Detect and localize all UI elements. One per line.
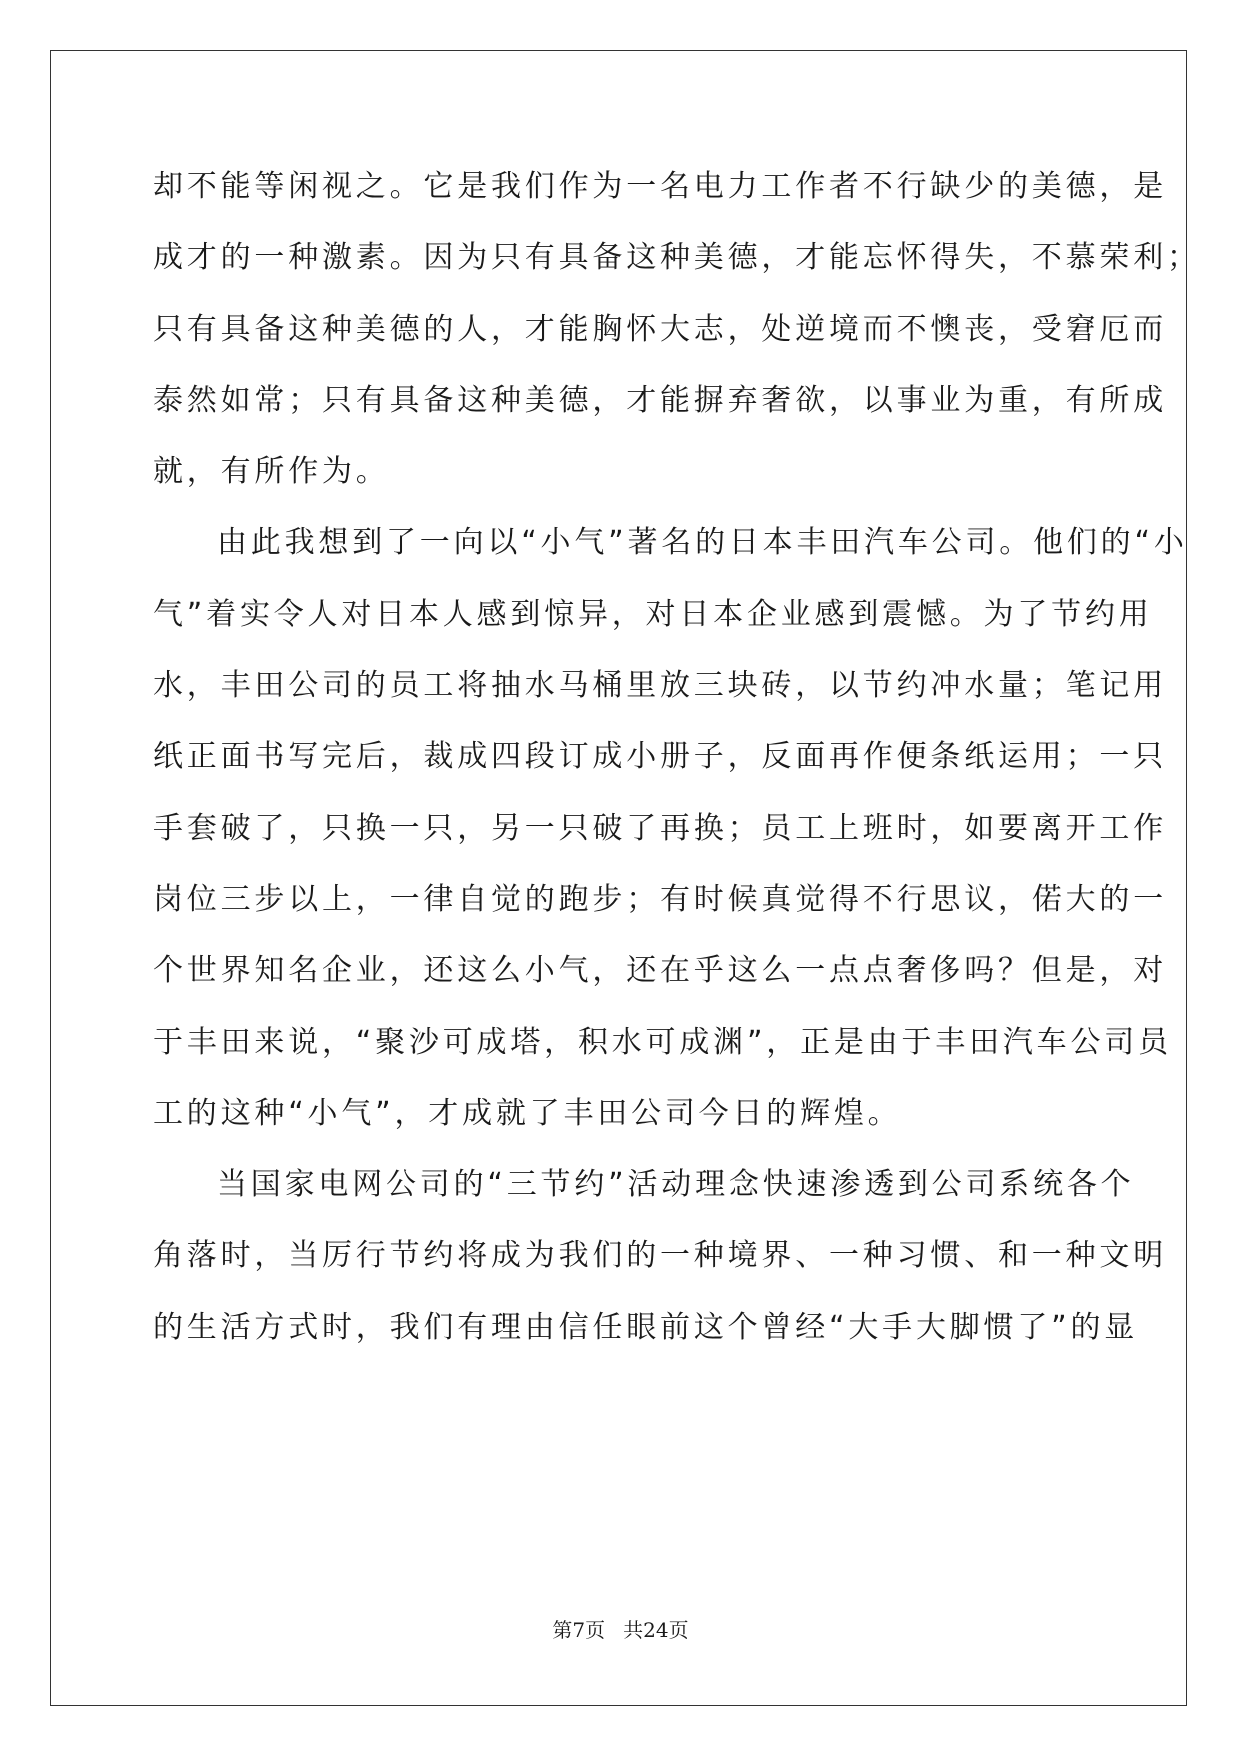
- text-line: 工的这种“小气”，才成就了丰田公司今日的辉煌。: [153, 1095, 902, 1131]
- page-footer: [0, 1617, 1241, 1643]
- text-line: 于丰田来说，“聚沙可成塔，积水可成渊”，正是由于丰田汽车公司员: [153, 1024, 1172, 1060]
- text-line: 却不能等闲视之。它是我们作为一名电力工作者不行缺少的美德，是: [153, 169, 1167, 204]
- text-line: 气”着实令人对日本人感到惊异，对日本企业感到震憾。为了节约用: [153, 596, 1153, 632]
- text-line: 成才的一种激素。因为只有具备这种美德，才能忘怀得失，不慕荣利；: [153, 240, 1201, 276]
- text-line: 个世界知名企业，还这么小气，还在乎这么一点点奢侈吗？但是，对: [153, 953, 1167, 989]
- page-number: 第7页: [552, 1618, 606, 1642]
- text-line: 泰然如常；只有具备这种美德，才能摒弃奢欲，以事业为重，有所成: [153, 382, 1167, 418]
- text-line: 纸正面书写完后，裁成四段订成小册子，反面再作便条纸运用；一只: [153, 739, 1167, 775]
- paragraph-first-line: 当国家电网公司的“三节约”活动理念快速渗透到公司系统各个: [217, 1167, 1135, 1203]
- paragraph-first-line: 由此我想到了一向以“小气”著名的日本丰田汽车公司。他们的“小: [217, 525, 1188, 561]
- text-line: 岗位三步以上，一律自觉的跑步；有时候真觉得不行思议，偌大的一: [153, 881, 1167, 917]
- page-total: 共24页: [623, 1618, 689, 1642]
- document-body: [153, 162, 1201, 1374]
- text-line: 就，有所作为。: [153, 454, 390, 490]
- text-line: 角落时，当厉行节约将成为我们的一种境界、一种习惯、和一种文明: [153, 1238, 1167, 1274]
- text-line: 的生活方式时，我们有理由信任眼前这个曾经“大手大脚惯了”的显: [153, 1309, 1139, 1345]
- text-line: 手套破了，只换一只，另一只破了再换；员工上班时，如要离开工作: [153, 810, 1167, 846]
- text-line: 只有具备这种美德的人，才能胸怀大志，处逆境而不懊丧，受窘厄而: [153, 311, 1167, 347]
- text-line: 水，丰田公司的员工将抽水马桶里放三块砖，以节约冲水量；笔记用: [153, 668, 1167, 704]
